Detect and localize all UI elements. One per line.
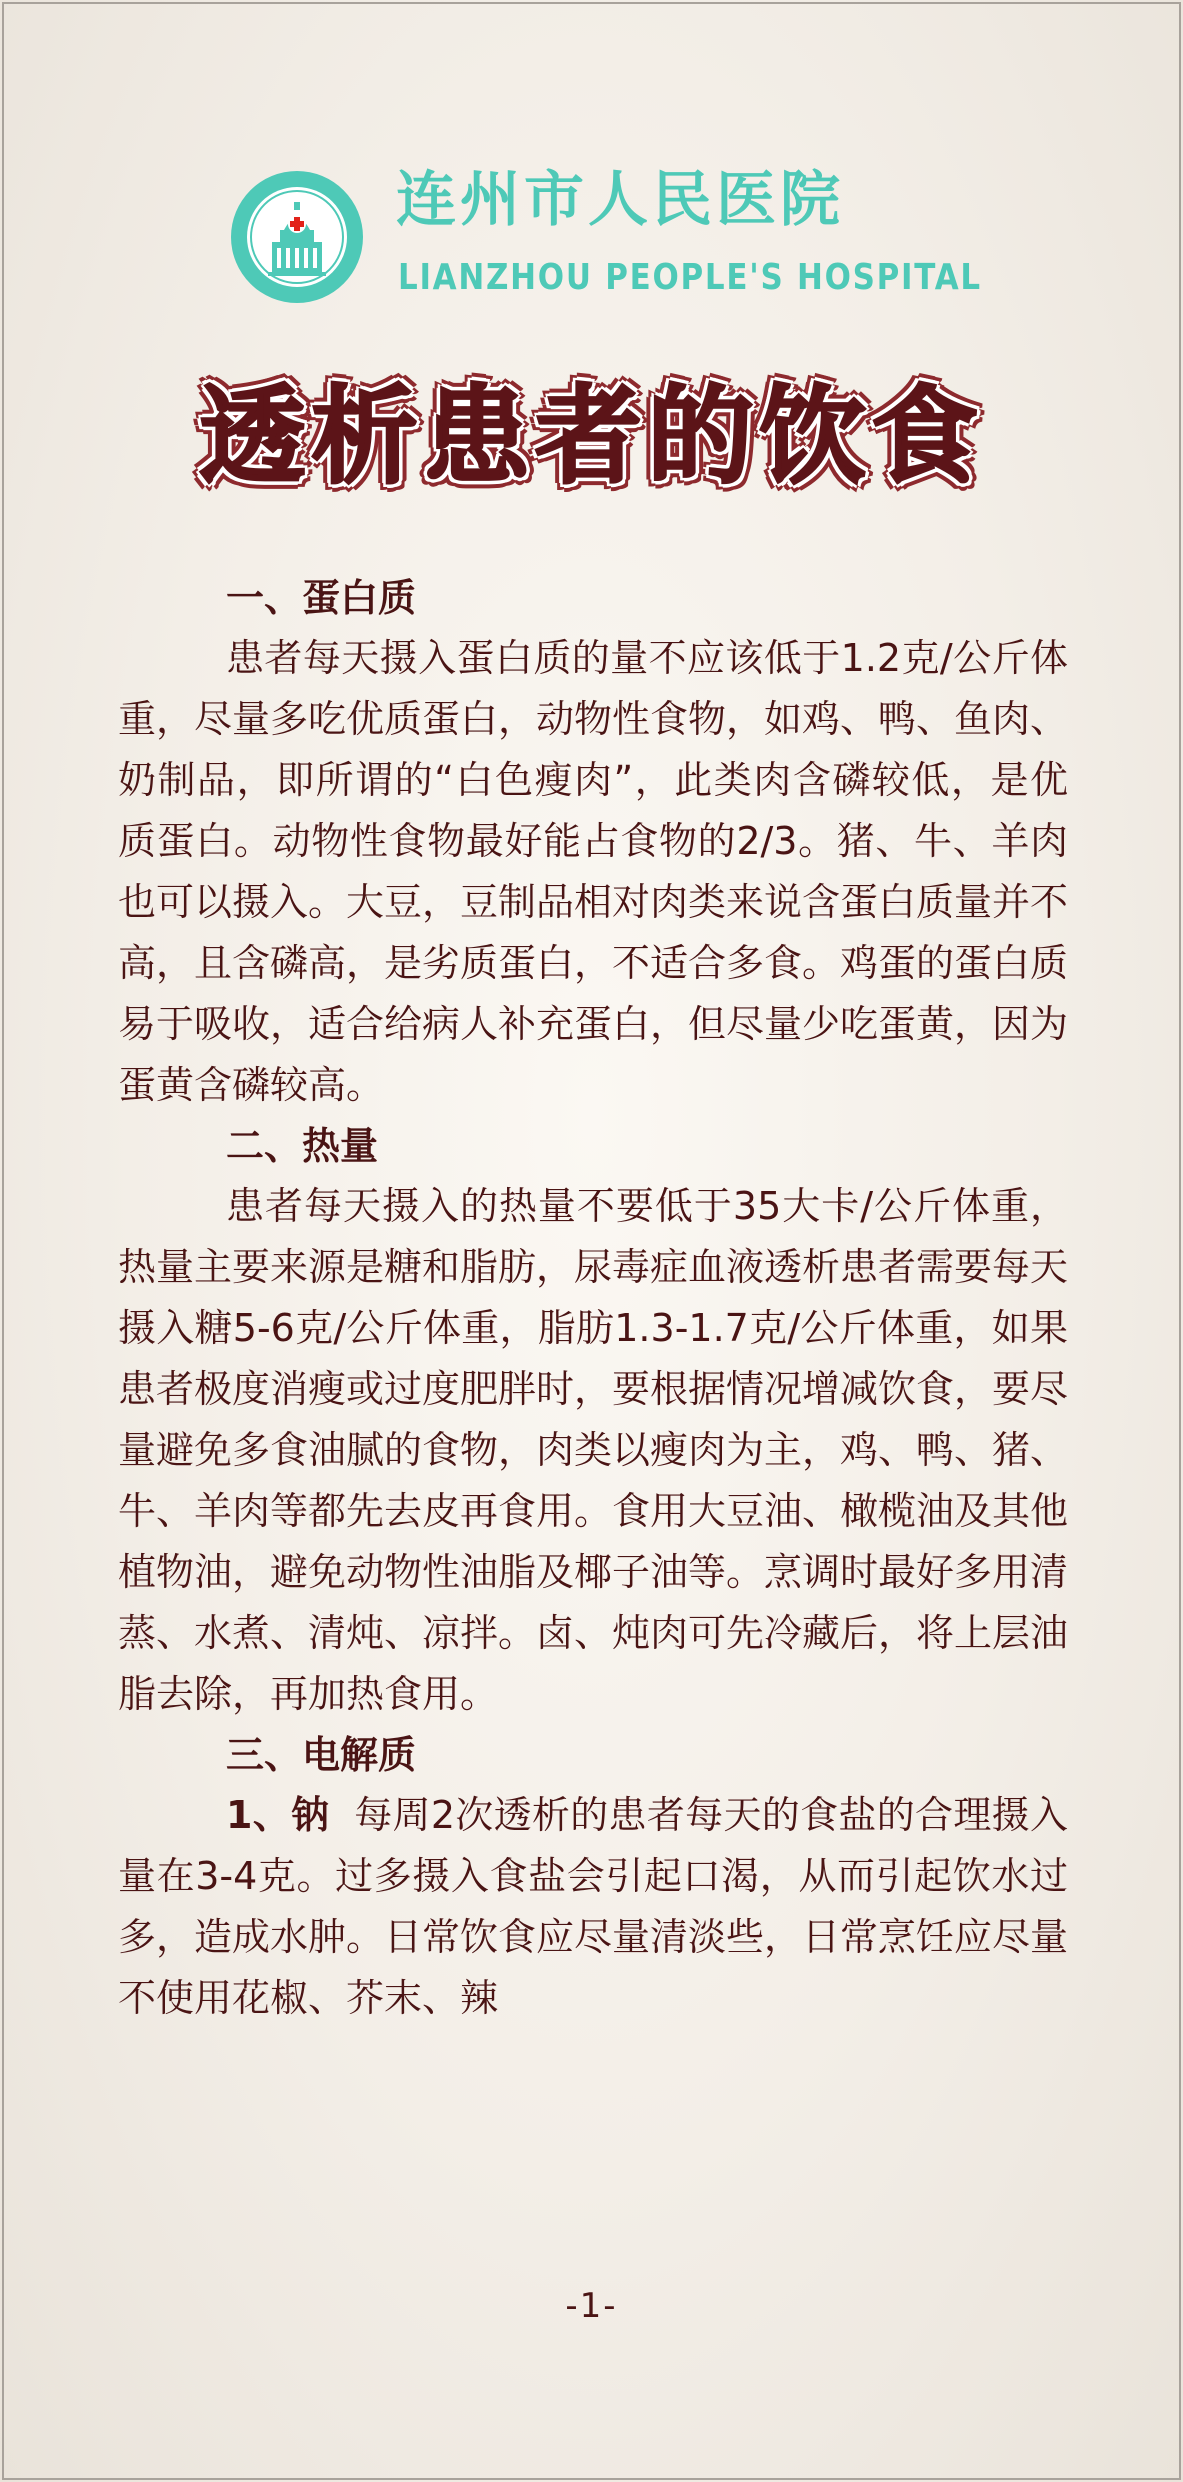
subsection-label-sodium: 1、钠 bbox=[226, 1793, 330, 1837]
hospital-name-chinese: 连州市人民医院 bbox=[396, 165, 844, 235]
hospital-name-english: LIANZHOU PEOPLE'S HOSPITAL bbox=[398, 257, 982, 298]
section-heading-calories: 二、热量 bbox=[226, 1124, 379, 1168]
section-paragraph-sodium bbox=[118, 1785, 1068, 2029]
hospital-logo-icon bbox=[228, 168, 366, 306]
section-heading-protein: 一、蛋白质 bbox=[226, 576, 417, 620]
section-paragraph-calories: 患者每天摄入的热量不要低于35大卡/公斤体重，热量主要来源是糖和脂肪，尿毒症血液透析患者需要每天摄入糖5-6克/公斤体重，脂肪1.3-1.7克/公斤体重，如果患者极度消瘦或过度肥胖时，要根据情况增减饮食，要尽量避免多食油腻的食物，肉类以瘦肉为主，鸡、鸭、猪、牛、羊肉等都先去皮再食用。食用大豆油、橄榄油及其他植物油，避免动物性油脂及椰子油等。烹调时最好多用清蒸、水煮、清炖、凉拌。卤、炖肉可先冷藏后，将上层油脂去除，再加热食用。 bbox=[118, 1184, 1069, 1716]
subsection-text-sodium: 每周2次透析的患者每天的食盐的合理摄入量在3-4克。过多摄入食盐会引起口渴，从而引起饮水过多，造成水肿。日常饮食应尽量清淡些，日常烹饪应尽量不使用花椒、芥末、辣 bbox=[118, 1793, 1069, 2020]
document-body bbox=[118, 568, 1068, 2029]
section-heading-electrolytes: 三、电解质 bbox=[226, 1733, 417, 1777]
page-title: 透析患者的饮食 bbox=[199, 375, 984, 498]
section-paragraph-protein: 患者每天摄入蛋白质的量不应该低于1.2克/公斤体重，尽量多吃优质蛋白，动物性食物，如鸡、鸭、鱼肉、奶制品，即所谓的“白色瘦肉”，此类肉含磷较低，是优质蛋白。动物性食物最好能占食物的2/3。猪、牛、羊肉也可以摄入。大豆，豆制品相对肉类来说含蛋白质量并不高，且含磷高，是劣质蛋白，不适合多食。鸡蛋的蛋白质易于吸收，适合给病人补充蛋白，但尽量少吃蛋黄，因为蛋黄含磷较高。 bbox=[118, 636, 1069, 1107]
hospital-header bbox=[228, 165, 988, 318]
page-number: -1- bbox=[565, 2286, 618, 2326]
